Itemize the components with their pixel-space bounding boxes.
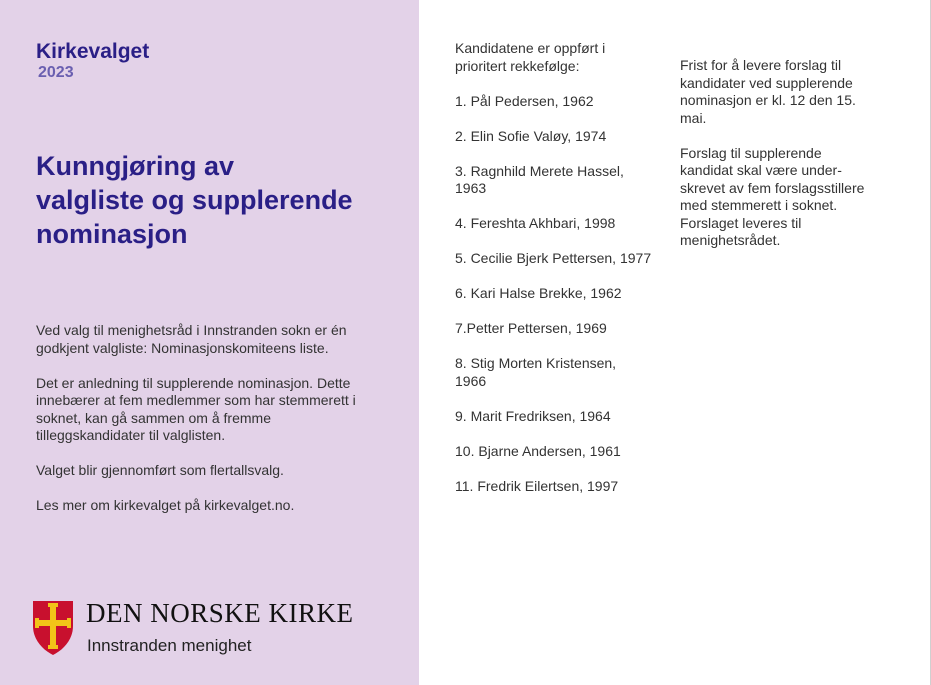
candidate-line: 9. Marit Fredriksen, 1964	[455, 407, 611, 424]
brand	[36, 40, 149, 82]
list-item	[455, 408, 665, 426]
brand-title: Kirkevalget	[36, 40, 150, 63]
candidate-intro-line: prioritert rekkefølge:	[455, 57, 580, 74]
intro-text	[36, 322, 386, 532]
intro-line: innebærer at fem medlemmer som har stemmerett i	[36, 392, 356, 408]
list-item	[455, 250, 665, 268]
list-item	[455, 320, 665, 338]
logo-subtitle: Innstranden menighet	[87, 636, 252, 655]
list-item	[455, 355, 665, 390]
intro-paragraph-2	[36, 375, 386, 445]
candidate-line: 1963	[455, 180, 487, 196]
intro-line: Det er anledning til supplerende nominasjon. Dette	[36, 374, 351, 391]
headline-line: valgliste og supplerende	[36, 185, 353, 215]
intro-paragraph-3: Valget blir gjennomført som flertallsvalg.	[36, 462, 284, 478]
candidate-line: 2. Elin Sofie Valøy, 1974	[455, 127, 607, 144]
candidate-line: 8. Stig Morten Kristensen,	[455, 355, 617, 371]
intro-line: soknet, kan gå sammen om å fremme	[36, 409, 271, 426]
intro-line: godkjent valgliste: Nominasjonskomiteens liste.	[36, 339, 329, 356]
submission-line: skrevet av fem forslagsstillere	[680, 179, 865, 196]
church-shield-cross-icon	[32, 600, 74, 656]
list-item	[455, 478, 665, 496]
candidate-line: 4. Fereshta Akhbari, 1998	[455, 215, 616, 231]
deadline-paragraph	[680, 57, 890, 127]
list-item	[455, 215, 665, 233]
candidate-list	[455, 40, 665, 513]
left-panel	[0, 0, 419, 685]
submission-line: menighetsrådet.	[680, 232, 781, 248]
candidate-line: 7.Petter Pettersen, 1969	[455, 320, 607, 336]
list-item	[455, 285, 665, 303]
submission-line: kandidat skal være under-	[680, 162, 842, 178]
headline-line: Kunngjøring av	[36, 151, 234, 181]
page-title	[36, 149, 406, 251]
submission-line: Forslag til supplerende	[680, 144, 822, 161]
candidate-intro-line: Kandidatene er oppført i	[455, 40, 606, 56]
intro-paragraph-1	[36, 322, 386, 357]
list-item	[455, 443, 665, 461]
candidate-line: 1966	[455, 372, 487, 389]
list-item	[455, 93, 665, 111]
brand-year: 2023	[38, 64, 74, 81]
candidate-line: 1. Pål Pedersen, 1962	[455, 92, 594, 109]
deadline-line: kandidater ved supplerende	[680, 74, 853, 91]
submission-line: Forslaget leveres til	[680, 214, 802, 231]
intro-paragraph-4: Les mer om kirkevalget på kirkevalget.no.	[36, 497, 295, 513]
deadline-info	[680, 57, 890, 267]
candidate-line: 11. Fredrik Eilertsen, 1997	[455, 477, 619, 494]
deadline-line: mai.	[680, 109, 707, 126]
list-item	[455, 163, 665, 198]
candidate-line: 6. Kari Halse Brekke, 1962	[455, 285, 622, 301]
headline-line: nominasjon	[36, 219, 188, 249]
submission-paragraph	[680, 145, 890, 250]
candidate-line: 3. Ragnhild Merete Hassel,	[455, 162, 624, 179]
submission-line: med stemmerett i soknet.	[680, 197, 838, 213]
deadline-line: nominasjon er kl. 12 den 15.	[680, 92, 856, 108]
intro-line: Ved valg til menighetsråd i Innstranden sokn er én	[36, 322, 347, 338]
list-item	[455, 128, 665, 146]
candidate-intro	[455, 40, 665, 75]
candidate-line: 10. Bjarne Andersen, 1961	[455, 442, 621, 459]
deadline-line: Frist for å levere forslag til	[680, 57, 842, 73]
intro-line: tilleggskandidater til valglisten.	[36, 427, 226, 443]
logo-name: DEN NORSKE KIRKE	[86, 598, 354, 628]
candidate-line: 5. Cecilie Bjerk Pettersen, 1977	[455, 250, 652, 266]
